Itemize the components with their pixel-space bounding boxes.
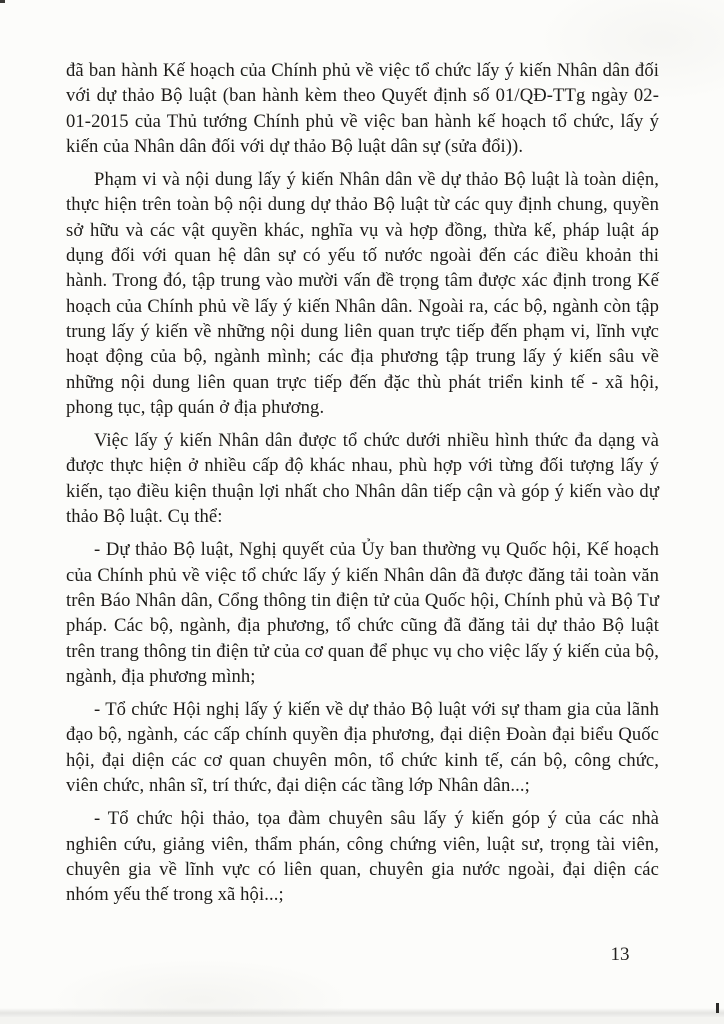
paragraph-continuation: đã ban hành Kế hoạch của Chính phủ về việc tổ chức lấy ý kiến Nhân dân đối với dự thảo Bộ luật (ban hành kèm theo Quyết định số 01/QĐ-TTg ngày 02-01-2015 của Thủ tướng Chính phủ về việc ban hành kế hoạch tổ chức, lấy ý kiến của Nhân dân đối với dự thảo Bộ luật dân sự (sửa đổi)). bbox=[66, 60, 659, 157]
scan-mark-top-left bbox=[0, 0, 5, 3]
paragraph-bullet-conferences: - Tổ chức Hội nghị lấy ý kiến về dự thảo Bộ luật với sự tham gia của lãnh đạo bộ, ngành, các cấp chính quyền địa phương, đại diện Đoàn đại biểu Quốc hội, đại diện các cơ quan chuyên môn, tổ chức kinh tế, cán bộ, công chức, viên chức, nhân sĩ, trí thức, đại diện các tầng lớp Nhân dân...; bbox=[66, 699, 659, 797]
body-text-block bbox=[66, 58, 659, 916]
scan-mark-bottom-right bbox=[716, 1003, 719, 1013]
paragraph-scope-content: Phạm vi và nội dung lấy ý kiến Nhân dân về dự thảo Bộ luật là toàn diện, thực hiện trên toàn bộ nội dung dự thảo Bộ luật từ các quy định chung, quyền sở hữu và các vật quyền khác, nghĩa vụ và hợp đồng, thừa kế, pháp luật áp dụng đối với quan hệ dân sự có yếu tố nước ngoài đến các điều khoản thi hành. Trong đó, tập trung vào mười vấn đề trọng tâm được xác định trong Kế hoạch của Chính phủ về lấy ý kiến Nhân dân. Ngoài ra, các bộ, ngành còn tập trung lấy ý kiến về những nội dung liên quan trực tiếp đến phạm vi, lĩnh vực hoạt động của bộ, ngành mình; các địa phương tập trung lấy ý kiến sâu về những nội dung liên quan trực tiếp đến đặc thù phát triển kinh tế - xã hội, phong tục, tập quán ở địa phương. bbox=[66, 169, 659, 418]
scan-edge-strip bbox=[0, 1017, 724, 1024]
paragraph-consultation-forms: Việc lấy ý kiến Nhân dân được tổ chức dưới nhiều hình thức đa dạng và được thực hiện ở nhiều cấp độ khác nhau, phù hợp với từng đối tượng lấy ý kiến, tạo điều kiện thuận lợi nhất cho Nhân dân tiếp cận và góp ý kiến vào dự thảo Bộ luật. Cụ thể: bbox=[66, 430, 659, 528]
paragraph-bullet-seminars: - Tổ chức hội thảo, tọa đàm chuyên sâu lấy ý kiến góp ý của các nhà nghiên cứu, giảng viên, thẩm phán, công chứng viên, luật sư, trọng tài viên, chuyên gia về lĩnh vực có liên quan, chuyên gia nước ngoài, đại diện các nhóm yếu thế trong xã hội...; bbox=[66, 808, 659, 906]
scan-shadow-band bbox=[0, 1008, 724, 1017]
paragraph-bullet-publication: - Dự thảo Bộ luật, Nghị quyết của Ủy ban thường vụ Quốc hội, Kế hoạch của Chính phủ về việc tổ chức lấy ý kiến Nhân dân đã được đăng tải toàn văn trên Báo Nhân dân, Cổng thông tin điện tử của Quốc hội, Chính phủ và Bộ Tư pháp. Các bộ, ngành, địa phương, tổ chức cũng đã đăng tải dự thảo Bộ luật trên trang thông tin điện tử của cơ quan để phục vụ cho việc lấy ý kiến của bộ, ngành, địa phương mình; bbox=[66, 539, 659, 687]
page-number: 13 bbox=[610, 944, 630, 965]
